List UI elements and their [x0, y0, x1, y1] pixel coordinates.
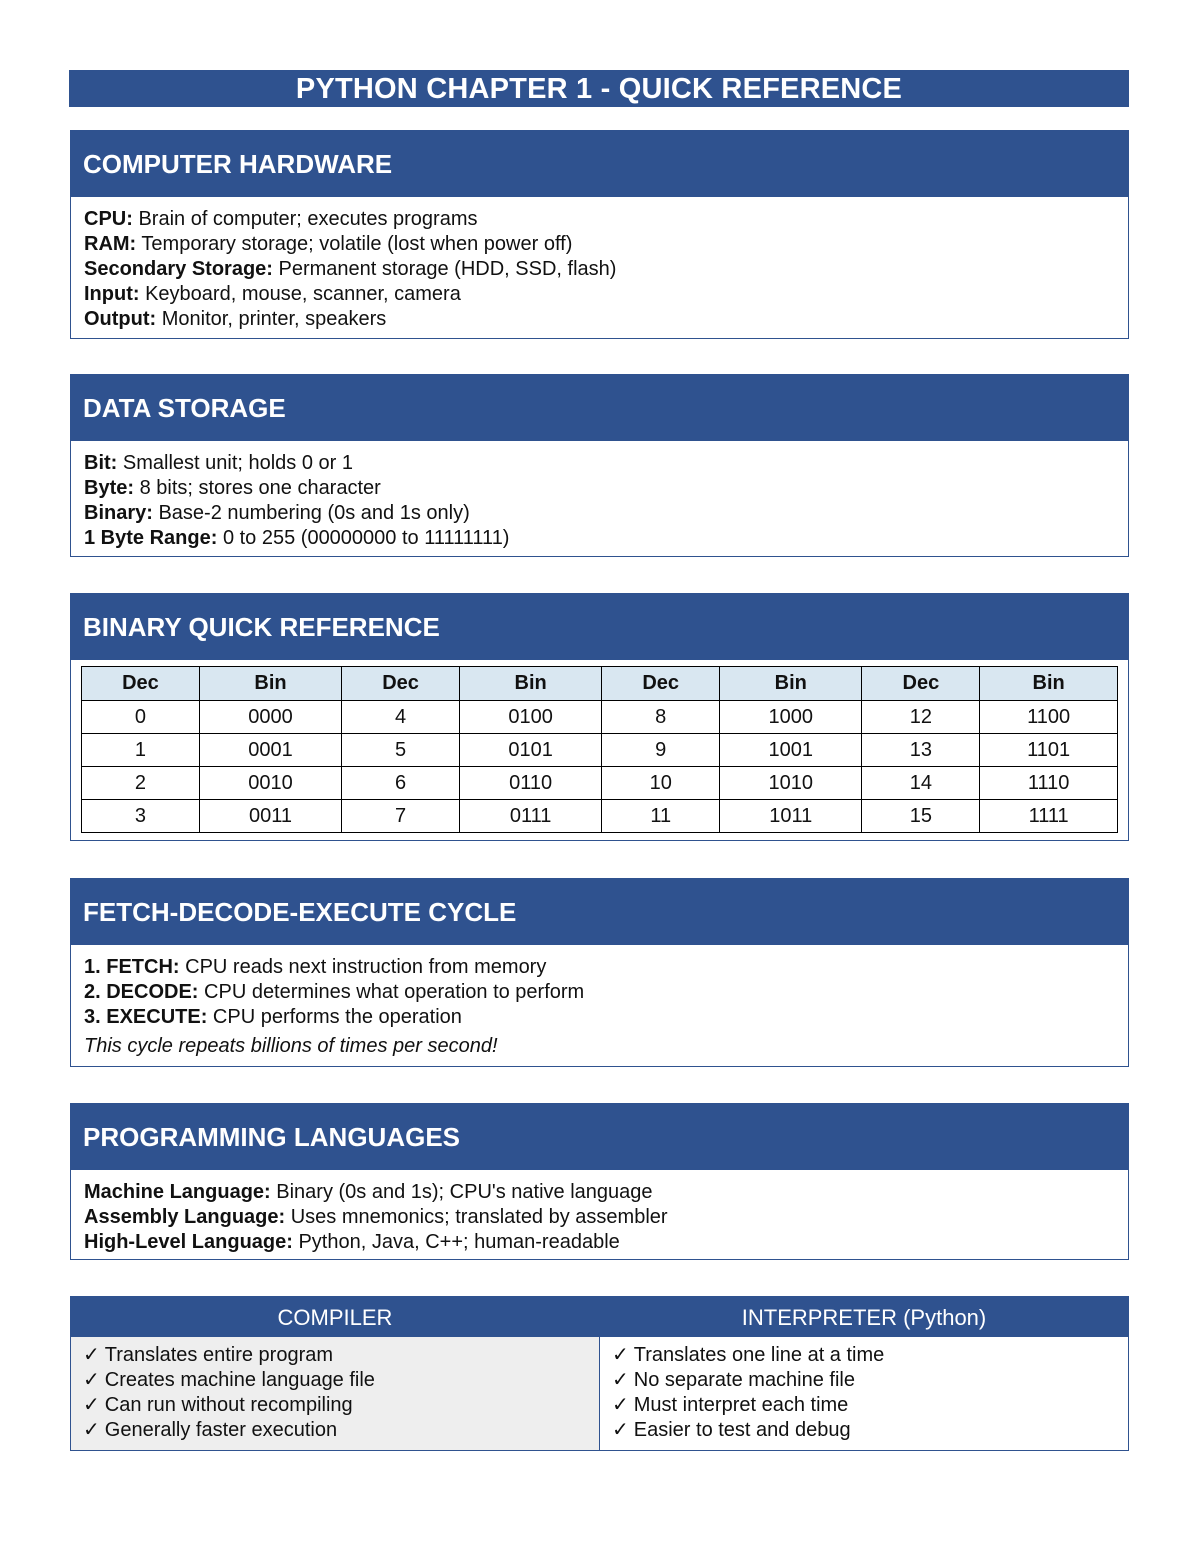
table-row: [82, 767, 1118, 800]
table-row: [82, 734, 1118, 767]
list-item: [612, 1418, 1116, 1443]
data-storage-body: [71, 441, 1128, 551]
term-definition: 0 to 255 (00000000 to 11111111): [222, 527, 510, 549]
list-item-text: Must interpret each time: [633, 1394, 849, 1416]
step-label: 1. FETCH:: [84, 956, 180, 978]
language-item: [84, 1180, 1115, 1205]
table-cell: 0110: [460, 767, 602, 800]
table-cell: 5: [342, 734, 460, 767]
list-item: [83, 1393, 587, 1418]
checkmark-icon: ✓: [83, 1394, 100, 1416]
language-item: [84, 1230, 1115, 1255]
cycle-step: [84, 955, 1115, 980]
storage-item: [84, 476, 1115, 501]
programming-languages-heading: PROGRAMMING LANGUAGES: [71, 1104, 1128, 1170]
step-description: CPU performs the operation: [212, 1006, 462, 1028]
table-cell: 15: [862, 800, 980, 833]
table-cell: 0011: [199, 800, 341, 833]
term-definition: Brain of computer; executes programs: [138, 208, 478, 230]
list-item-text: Translates entire program: [104, 1344, 334, 1366]
column-header: Dec: [602, 667, 720, 701]
term-label: High-Level Language:: [84, 1231, 293, 1253]
column-header: Bin: [460, 667, 602, 701]
list-item-text: Can run without recompiling: [104, 1394, 353, 1416]
term-definition: Binary (0s and 1s); CPU's native language: [276, 1181, 653, 1203]
list-item: [612, 1368, 1116, 1393]
hardware-item: [84, 207, 1115, 232]
storage-item: [84, 501, 1115, 526]
list-item-text: Translates one line at a time: [633, 1344, 885, 1366]
checkmark-icon: ✓: [83, 1419, 100, 1441]
fetch-decode-execute-body: [71, 945, 1128, 1059]
binary-table: [81, 666, 1118, 833]
programming-languages-body: [71, 1170, 1128, 1255]
checkmark-icon: ✓: [612, 1419, 629, 1441]
table-cell: 1111: [980, 800, 1118, 833]
list-item-text: No separate machine file: [633, 1369, 855, 1391]
hardware-item: [84, 307, 1115, 332]
binary-reference-heading: BINARY QUICK REFERENCE: [71, 594, 1128, 660]
compiler-list: [71, 1337, 599, 1450]
term-definition: Python, Java, C++; human-readable: [298, 1231, 620, 1253]
data-storage-section: [70, 374, 1129, 557]
list-item-text: Creates machine language file: [104, 1369, 375, 1391]
table-cell: 1100: [980, 701, 1118, 734]
term-label: Secondary Storage:: [84, 258, 273, 280]
column-header: Bin: [980, 667, 1118, 701]
storage-item: [84, 526, 1115, 551]
term-definition: Temporary storage; volatile (lost when power off): [141, 233, 573, 255]
table-cell: 10: [602, 767, 720, 800]
table-cell: 1110: [980, 767, 1118, 800]
term-label: 1 Byte Range:: [84, 527, 218, 549]
compiler-heading: COMPILER: [71, 1297, 599, 1337]
term-definition: Smallest unit; holds 0 or 1: [122, 452, 354, 474]
table-cell: 13: [862, 734, 980, 767]
list-item: [612, 1393, 1116, 1418]
language-item: [84, 1205, 1115, 1230]
table-cell: 1: [82, 734, 200, 767]
term-label: Output:: [84, 308, 157, 330]
table-cell: 3: [82, 800, 200, 833]
step-description: CPU determines what operation to perform: [204, 981, 585, 1003]
hardware-item: [84, 232, 1115, 257]
table-cell: 1010: [720, 767, 862, 800]
hardware-item: [84, 257, 1115, 282]
table-cell: 0001: [199, 734, 341, 767]
column-header: Dec: [342, 667, 460, 701]
column-header: Dec: [82, 667, 200, 701]
term-label: Bit:: [84, 452, 118, 474]
fetch-decode-execute-heading: FETCH-DECODE-EXECUTE CYCLE: [71, 879, 1128, 945]
storage-item: [84, 451, 1115, 476]
table-cell: 1000: [720, 701, 862, 734]
term-label: Machine Language:: [84, 1181, 271, 1203]
step-label: 2. DECODE:: [84, 981, 199, 1003]
data-storage-heading: DATA STORAGE: [71, 375, 1128, 441]
term-label: CPU:: [84, 208, 133, 230]
compiler-interpreter-comparison: [70, 1296, 1129, 1451]
checkmark-icon: ✓: [612, 1394, 629, 1416]
programming-languages-section: [70, 1103, 1129, 1260]
hardware-heading: COMPUTER HARDWARE: [71, 131, 1128, 197]
table-cell: 11: [602, 800, 720, 833]
term-label: Binary:: [84, 502, 153, 524]
hardware-item: [84, 282, 1115, 307]
term-definition: Uses mnemonics; translated by assembler: [290, 1206, 668, 1228]
table-row: [82, 800, 1118, 833]
list-item-text: Generally faster execution: [104, 1419, 338, 1441]
table-cell: 0000: [199, 701, 341, 734]
table-cell: 2: [82, 767, 200, 800]
list-item: [83, 1418, 587, 1443]
interpreter-column: [599, 1297, 1128, 1450]
term-definition: Keyboard, mouse, scanner, camera: [145, 283, 461, 305]
table-cell: 12: [862, 701, 980, 734]
table-header-row: [82, 667, 1118, 701]
table-cell: 14: [862, 767, 980, 800]
term-label: Assembly Language:: [84, 1206, 286, 1228]
term-definition: Permanent storage (HDD, SSD, flash): [278, 258, 617, 280]
step-description: CPU reads next instruction from memory: [185, 956, 547, 978]
checkmark-icon: ✓: [83, 1344, 100, 1366]
table-cell: 1011: [720, 800, 862, 833]
table-cell: 0101: [460, 734, 602, 767]
list-item: [612, 1343, 1116, 1368]
hardware-section: [70, 130, 1129, 339]
checkmark-icon: ✓: [612, 1344, 629, 1366]
table-cell: 0100: [460, 701, 602, 734]
binary-reference-section: [70, 593, 1129, 841]
cycle-note: This cycle repeats billions of times per second!: [84, 1035, 498, 1057]
list-item: [83, 1343, 587, 1368]
term-label: RAM:: [84, 233, 137, 255]
table-cell: 1001: [720, 734, 862, 767]
table-cell: 0111: [460, 800, 602, 833]
table-cell: 6: [342, 767, 460, 800]
table-cell: 9: [602, 734, 720, 767]
table-cell: 7: [342, 800, 460, 833]
fetch-decode-execute-section: [70, 878, 1129, 1067]
interpreter-list: [600, 1337, 1128, 1450]
table-cell: 0010: [199, 767, 341, 800]
page-title: PYTHON CHAPTER 1 - QUICK REFERENCE: [69, 70, 1129, 107]
column-header: Dec: [862, 667, 980, 701]
table-cell: 4: [342, 701, 460, 734]
term-label: Byte:: [84, 477, 135, 499]
table-cell: 8: [602, 701, 720, 734]
table-cell: 0: [82, 701, 200, 734]
step-label: 3. EXECUTE:: [84, 1006, 208, 1028]
checkmark-icon: ✓: [612, 1369, 629, 1391]
term-label: Input:: [84, 283, 140, 305]
list-item-text: Easier to test and debug: [633, 1419, 851, 1441]
term-definition: Base-2 numbering (0s and 1s only): [158, 502, 470, 524]
term-definition: 8 bits; stores one character: [139, 477, 381, 499]
table-cell: 1101: [980, 734, 1118, 767]
table-row: [82, 701, 1118, 734]
column-header: Bin: [720, 667, 862, 701]
hardware-body: [71, 197, 1128, 332]
cycle-step: [84, 1005, 1115, 1030]
compiler-column: [71, 1297, 599, 1450]
checkmark-icon: ✓: [83, 1369, 100, 1391]
list-item: [83, 1368, 587, 1393]
interpreter-heading: INTERPRETER (Python): [600, 1297, 1128, 1337]
column-header: Bin: [199, 667, 341, 701]
cycle-step: [84, 980, 1115, 1005]
term-definition: Monitor, printer, speakers: [161, 308, 387, 330]
